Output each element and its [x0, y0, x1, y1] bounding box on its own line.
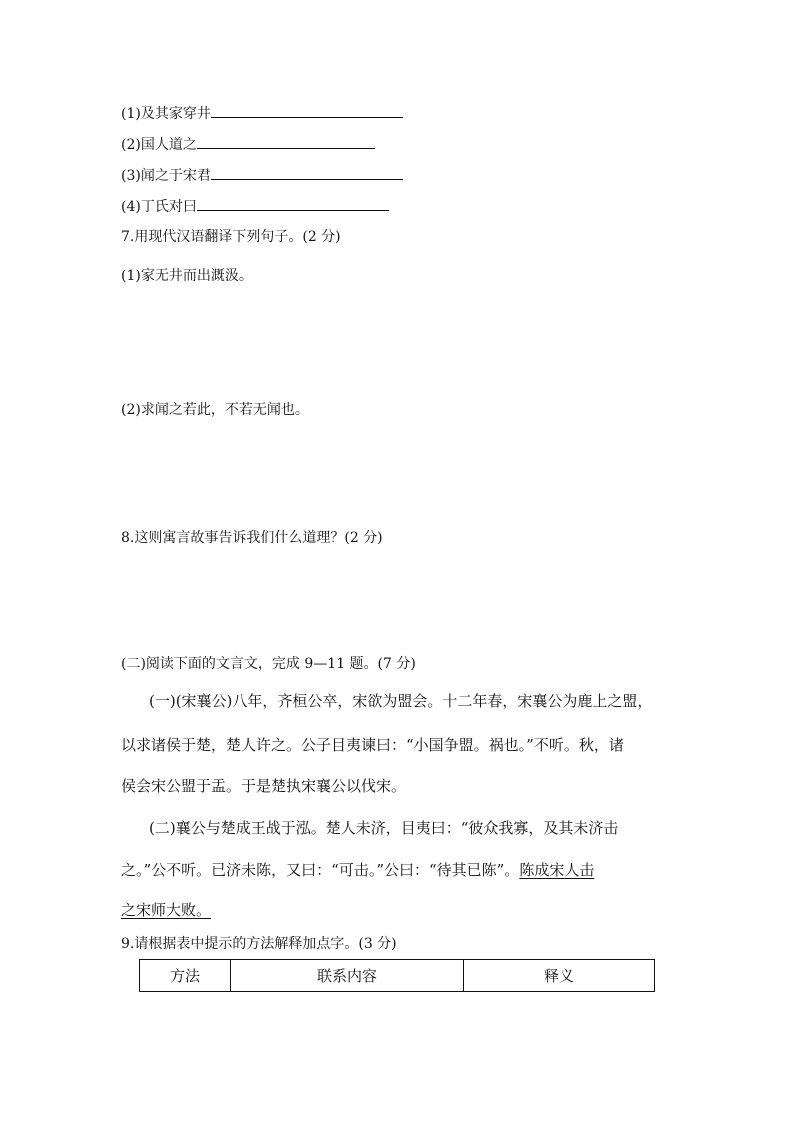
- passage-line: (二)襄公与楚成王战于泓。楚人未济，目夷曰：“彼众我寡，及其未济击: [149, 819, 619, 837]
- blank-label: (1)及其家穿井: [121, 106, 211, 122]
- question-7-item-2: (2)求闻之若此，不若无闻也。: [121, 402, 309, 418]
- underlined-sentence: 之宋师大败。: [121, 901, 212, 919]
- passage-text: 之。”公不听。已济未陈，又曰：“可击。”公曰：“待其已陈”。: [121, 861, 520, 879]
- question-7-title: 7.用现代汉语翻译下列句子。(2 分): [121, 229, 341, 245]
- methods-table: [139, 959, 655, 992]
- answer-blank[interactable]: [197, 134, 375, 149]
- passage-line: [121, 899, 674, 920]
- section-2-title: (二)阅读下面的文言文，完成 9—11 题。(7 分): [121, 656, 416, 672]
- blank-label: (2)国人道之: [121, 137, 197, 153]
- passage-line: 以求诸侯于楚，楚人许之。公子目夷谏曰：“小国争盟。祸也。”不听。秋，诸: [121, 736, 624, 754]
- blank-item-4: [121, 196, 389, 217]
- blank-label: (4)丁氏对曰: [121, 199, 197, 215]
- blank-item-2: [121, 134, 375, 155]
- table-header-cell: 联系内容: [231, 960, 464, 992]
- passage-line: (一)(宋襄公)八年，齐桓公卒，宋欲为盟会。十二年春，宋襄公为鹿上之盟，: [149, 692, 653, 710]
- blank-item-1: [121, 103, 403, 124]
- passage-line: 侯会宋公盟于盂。于是楚执宋襄公以伐宋。: [121, 777, 407, 795]
- answer-blank[interactable]: [197, 196, 389, 211]
- underlined-sentence: 陈成宋人击: [519, 861, 595, 879]
- question-7-item-1: (1)家无井而出溉汲。: [121, 268, 253, 284]
- answer-blank[interactable]: [211, 103, 403, 118]
- table-header-cell: 方法: [140, 960, 231, 992]
- question-9-title: 9.请根据表中提示的方法解释加点字。(3 分): [121, 936, 397, 952]
- answer-blank[interactable]: [211, 165, 403, 180]
- passage-line: [121, 859, 674, 880]
- blank-item-3: [121, 165, 403, 186]
- table-header-row: [140, 960, 655, 992]
- question-8-title: 8.这则寓言故事告诉我们什么道理？(2 分): [121, 530, 383, 546]
- blank-label: (3)闻之于宋君: [121, 168, 211, 184]
- table-header-cell: 释义: [464, 960, 655, 992]
